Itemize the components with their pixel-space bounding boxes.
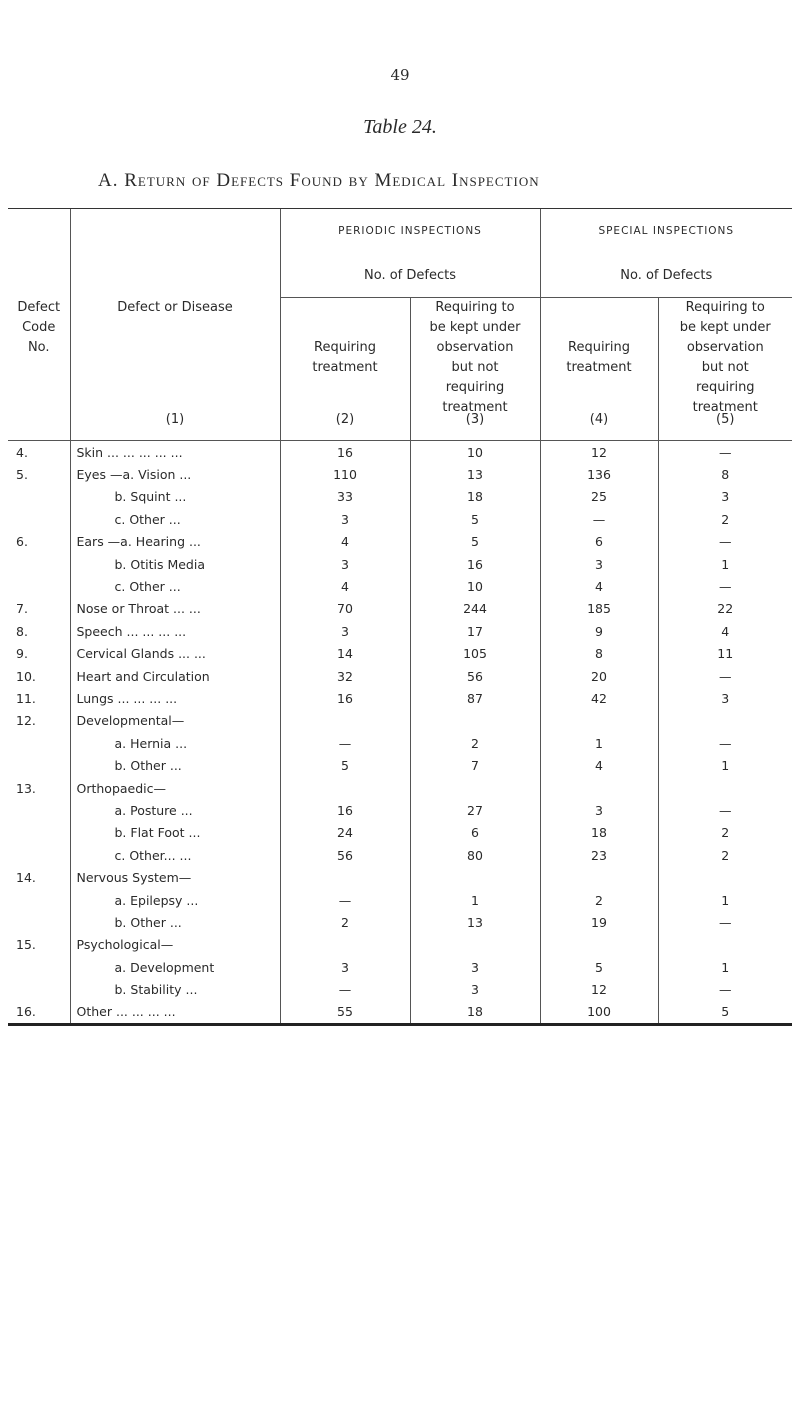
periodic-treatment-count <box>280 777 410 799</box>
periodic-treatment-count <box>280 934 410 956</box>
defect-name: Eyes —a. Vision ... <box>70 463 280 485</box>
header-periodic-no-of-defects: No. of Defects <box>280 253 540 298</box>
page-number: 49 <box>390 66 410 84</box>
special-observation-count <box>658 866 792 888</box>
header-blank <box>8 253 70 298</box>
defect-code: 7. <box>16 601 28 617</box>
defect-code: 9. <box>16 646 28 662</box>
table-row <box>8 553 792 575</box>
special-treatment-count: 5 <box>540 956 658 978</box>
special-treatment-count: 3 <box>540 553 658 575</box>
defect-name: b. Other ... <box>70 911 280 933</box>
periodic-observation-count: 5 <box>410 508 540 530</box>
header-disease-label: Defect or Disease <box>117 299 233 315</box>
defect-code: 8. <box>16 623 28 639</box>
periodic-observation-count: 7 <box>410 754 540 776</box>
special-observation-count: 2 <box>658 508 792 530</box>
defect-name: a. Epilepsy ... <box>70 889 280 911</box>
defect-name: Heart and Circulation <box>70 665 280 687</box>
table-row <box>8 889 792 911</box>
defect-code <box>8 889 70 911</box>
periodic-observation-count <box>410 866 540 888</box>
periodic-observation-count: 80 <box>410 844 540 866</box>
header-blank <box>70 209 280 254</box>
special-treatment-count: 4 <box>540 575 658 597</box>
periodic-observation-count: 18 <box>410 486 540 508</box>
special-observation-count: — <box>658 978 792 1000</box>
periodic-observation-count: 5 <box>410 531 540 553</box>
header-defect-or-disease <box>70 298 280 441</box>
table-row <box>8 463 792 485</box>
special-observation-count <box>658 777 792 799</box>
header-line: Requiring <box>314 340 376 355</box>
special-treatment-count <box>540 710 658 732</box>
periodic-treatment-count <box>280 710 410 732</box>
periodic-observation-count: 6 <box>410 822 540 844</box>
defect-code: 12. <box>16 713 36 729</box>
special-observation-count: 4 <box>658 620 792 642</box>
defect-code <box>8 844 70 866</box>
table-row <box>8 754 792 776</box>
table-row <box>8 441 792 464</box>
header-line: treatment <box>692 400 758 415</box>
periodic-observation-count: 13 <box>410 911 540 933</box>
table-row <box>8 710 792 732</box>
periodic-treatment-count: 70 <box>280 598 410 620</box>
periodic-treatment-count: 2 <box>280 911 410 933</box>
special-treatment-count: 12 <box>540 978 658 1000</box>
special-treatment-count: 23 <box>540 844 658 866</box>
table-row <box>8 575 792 597</box>
defect-name: Nose or Throat ... ... <box>70 598 280 620</box>
table-row <box>8 643 792 665</box>
defect-code <box>8 754 70 776</box>
defect-code: 14. <box>16 870 36 886</box>
table-row <box>8 844 792 866</box>
special-treatment-count: 4 <box>540 754 658 776</box>
table-row <box>8 911 792 933</box>
header-code-line: Code <box>22 319 56 335</box>
periodic-treatment-count: 3 <box>280 956 410 978</box>
defect-code <box>8 553 70 575</box>
defect-name: Cervical Glands ... ... <box>70 643 280 665</box>
column-number: (4) <box>589 412 609 427</box>
table-row <box>8 687 792 709</box>
defect-name: c. Other ... <box>70 575 280 597</box>
periodic-treatment-count: 4 <box>280 531 410 553</box>
periodic-treatment-count: 33 <box>280 486 410 508</box>
defect-name: Speech ... ... ... ... <box>70 620 280 642</box>
header-line: treatment <box>312 360 378 375</box>
defect-name: c. Other... ... <box>70 844 280 866</box>
header-defect-code <box>8 298 70 441</box>
periodic-observation-count: 56 <box>410 665 540 687</box>
table-row <box>8 508 792 530</box>
special-treatment-count: 136 <box>540 463 658 485</box>
periodic-observation-count: 105 <box>410 643 540 665</box>
heading-text: Return of Defects Found by Medical Inspection <box>124 170 540 191</box>
header-line: Requiring to <box>435 300 515 315</box>
special-observation-count <box>658 934 792 956</box>
special-observation-count: 1 <box>658 889 792 911</box>
header-line: requiring <box>445 380 505 395</box>
special-treatment-count: 25 <box>540 486 658 508</box>
special-observation-count <box>658 710 792 732</box>
defect-code <box>8 732 70 754</box>
header-periodic-requiring-observation <box>410 298 540 441</box>
special-treatment-count: 42 <box>540 687 658 709</box>
special-treatment-count: 1 <box>540 732 658 754</box>
column-number: (5) <box>716 412 735 427</box>
special-observation-count: 1 <box>658 553 792 575</box>
header-line: treatment <box>442 400 508 415</box>
header-line: Requiring <box>568 340 630 355</box>
periodic-treatment-count: — <box>280 978 410 1000</box>
table-title: Table 24. <box>363 116 437 138</box>
defect-name: a. Posture ... <box>70 799 280 821</box>
special-observation-count: 1 <box>658 956 792 978</box>
defect-code: 13. <box>16 780 36 796</box>
periodic-treatment-count: 110 <box>280 463 410 485</box>
defect-name: a. Development <box>70 956 280 978</box>
special-observation-count: 2 <box>658 844 792 866</box>
special-treatment-count <box>540 866 658 888</box>
special-treatment-count: 9 <box>540 620 658 642</box>
header-special-requiring-observation <box>658 298 792 441</box>
periodic-treatment-count: 16 <box>280 441 410 464</box>
table-row <box>8 531 792 553</box>
periodic-observation-count: 244 <box>410 598 540 620</box>
defect-name: Developmental— <box>70 710 280 732</box>
periodic-observation-count: 87 <box>410 687 540 709</box>
table-row <box>8 866 792 888</box>
periodic-treatment-count: 14 <box>280 643 410 665</box>
table-row <box>8 777 792 799</box>
table-row <box>8 978 792 1000</box>
periodic-observation-count: 18 <box>410 1001 540 1025</box>
header-blank <box>70 253 280 298</box>
special-treatment-count: 20 <box>540 665 658 687</box>
table-row <box>8 486 792 508</box>
table-row <box>8 956 792 978</box>
periodic-observation-count: 10 <box>410 575 540 597</box>
special-observation-count: 11 <box>658 643 792 665</box>
defect-name: Psychological— <box>70 934 280 956</box>
special-treatment-count: 19 <box>540 911 658 933</box>
table-row <box>8 665 792 687</box>
periodic-treatment-count: — <box>280 732 410 754</box>
special-treatment-count <box>540 777 658 799</box>
defect-code: 15. <box>16 937 36 953</box>
defect-code <box>8 911 70 933</box>
periodic-treatment-count: 3 <box>280 620 410 642</box>
header-periodic-inspections: PERIODIC INSPECTIONS <box>280 209 540 254</box>
periodic-treatment-count: 16 <box>280 799 410 821</box>
special-observation-count: — <box>658 665 792 687</box>
periodic-treatment-count: 3 <box>280 553 410 575</box>
defect-code: 5. <box>16 467 28 483</box>
special-treatment-count: 18 <box>540 822 658 844</box>
defect-code <box>8 978 70 1000</box>
special-treatment-count: 12 <box>540 441 658 464</box>
table-row <box>8 1001 792 1025</box>
special-observation-count: — <box>658 575 792 597</box>
periodic-treatment-count: 24 <box>280 822 410 844</box>
header-line: observation <box>436 340 514 355</box>
special-treatment-count: 100 <box>540 1001 658 1025</box>
special-treatment-count: 8 <box>540 643 658 665</box>
special-observation-count: — <box>658 799 792 821</box>
periodic-treatment-count: — <box>280 889 410 911</box>
defect-name: c. Other ... <box>70 508 280 530</box>
defect-name: Lungs ... ... ... ... <box>70 687 280 709</box>
periodic-observation-count: 10 <box>410 441 540 464</box>
header-line: but not <box>451 360 499 375</box>
header-line: but not <box>701 360 749 375</box>
periodic-observation-count <box>410 934 540 956</box>
header-blank <box>8 209 70 254</box>
defect-code <box>8 822 70 844</box>
periodic-observation-count: 1 <box>410 889 540 911</box>
table-row <box>8 620 792 642</box>
header-periodic-requiring-treatment <box>280 298 410 441</box>
special-observation-count: 8 <box>658 463 792 485</box>
header-line: be kept under <box>679 320 771 335</box>
header-line: observation <box>686 340 764 355</box>
periodic-observation-count <box>410 777 540 799</box>
defect-code <box>8 486 70 508</box>
periodic-observation-count: 3 <box>410 956 540 978</box>
periodic-treatment-count: 56 <box>280 844 410 866</box>
special-observation-count: — <box>658 732 792 754</box>
header-line: be kept under <box>429 320 521 335</box>
periodic-observation-count: 3 <box>410 978 540 1000</box>
defect-name: Nervous System— <box>70 866 280 888</box>
periodic-treatment-count: 4 <box>280 575 410 597</box>
defect-name: Orthopaedic— <box>70 777 280 799</box>
header-special-no-of-defects: No. of Defects <box>540 253 792 298</box>
header-code-line: Defect <box>17 299 61 315</box>
special-observation-count: 2 <box>658 822 792 844</box>
special-observation-count: 5 <box>658 1001 792 1025</box>
periodic-treatment-count: 3 <box>280 508 410 530</box>
defect-name: Skin ... ... ... ... ... <box>70 441 280 464</box>
header-special-inspections: SPECIAL INSPECTIONS <box>540 209 792 254</box>
periodic-observation-count: 13 <box>410 463 540 485</box>
defect-name: Ears —a. Hearing ... <box>70 531 280 553</box>
table-row <box>8 934 792 956</box>
table-row <box>8 799 792 821</box>
periodic-treatment-count: 32 <box>280 665 410 687</box>
periodic-observation-count <box>410 710 540 732</box>
table-row <box>8 822 792 844</box>
special-treatment-count: 3 <box>540 799 658 821</box>
column-number: (2) <box>335 412 355 427</box>
periodic-treatment-count <box>280 866 410 888</box>
table-heading <box>98 170 540 192</box>
table-row <box>8 598 792 620</box>
defect-code <box>8 956 70 978</box>
periodic-treatment-count: 5 <box>280 754 410 776</box>
special-observation-count: — <box>658 531 792 553</box>
defect-name: b. Other ... <box>70 754 280 776</box>
periodic-observation-count: 16 <box>410 553 540 575</box>
periodic-observation-count: 2 <box>410 732 540 754</box>
special-treatment-count: 2 <box>540 889 658 911</box>
defect-code <box>8 575 70 597</box>
defect-code: 6. <box>16 534 28 550</box>
defect-code: 16. <box>8 1001 70 1025</box>
header-line: treatment <box>566 360 632 375</box>
header-code-line: No. <box>27 339 50 355</box>
heading-prefix: A. <box>98 170 119 191</box>
defect-code: 10. <box>16 668 36 684</box>
defect-name: b. Stability ... <box>70 978 280 1000</box>
defect-name: b. Flat Foot ... <box>70 822 280 844</box>
defect-code: 11. <box>16 690 36 706</box>
special-observation-count: — <box>658 441 792 464</box>
defect-code: 4. <box>16 444 28 460</box>
header-special-requiring-treatment <box>540 298 658 441</box>
special-treatment-count: — <box>540 508 658 530</box>
defect-name: b. Otitis Media <box>70 553 280 575</box>
defects-table <box>8 208 792 1026</box>
table-row <box>8 732 792 754</box>
defect-name: a. Hernia ... <box>70 732 280 754</box>
header-line: Requiring to <box>685 300 765 315</box>
periodic-treatment-count: 55 <box>280 1001 410 1025</box>
special-observation-count: 3 <box>658 486 792 508</box>
periodic-observation-count: 27 <box>410 799 540 821</box>
periodic-treatment-count: 16 <box>280 687 410 709</box>
defect-name: Other ... ... ... ... <box>70 1001 280 1025</box>
header-line: requiring <box>695 380 755 395</box>
periodic-observation-count: 17 <box>410 620 540 642</box>
special-observation-count: — <box>658 911 792 933</box>
special-treatment-count: 185 <box>540 598 658 620</box>
special-observation-count: 22 <box>658 598 792 620</box>
special-treatment-count: 6 <box>540 531 658 553</box>
column-number: (3) <box>465 412 485 427</box>
special-treatment-count <box>540 934 658 956</box>
defect-name: b. Squint ... <box>70 486 280 508</box>
special-observation-count: 3 <box>658 687 792 709</box>
defect-code <box>8 508 70 530</box>
special-observation-count: 1 <box>658 754 792 776</box>
column-number: (1) <box>165 412 185 427</box>
defect-code <box>8 799 70 821</box>
